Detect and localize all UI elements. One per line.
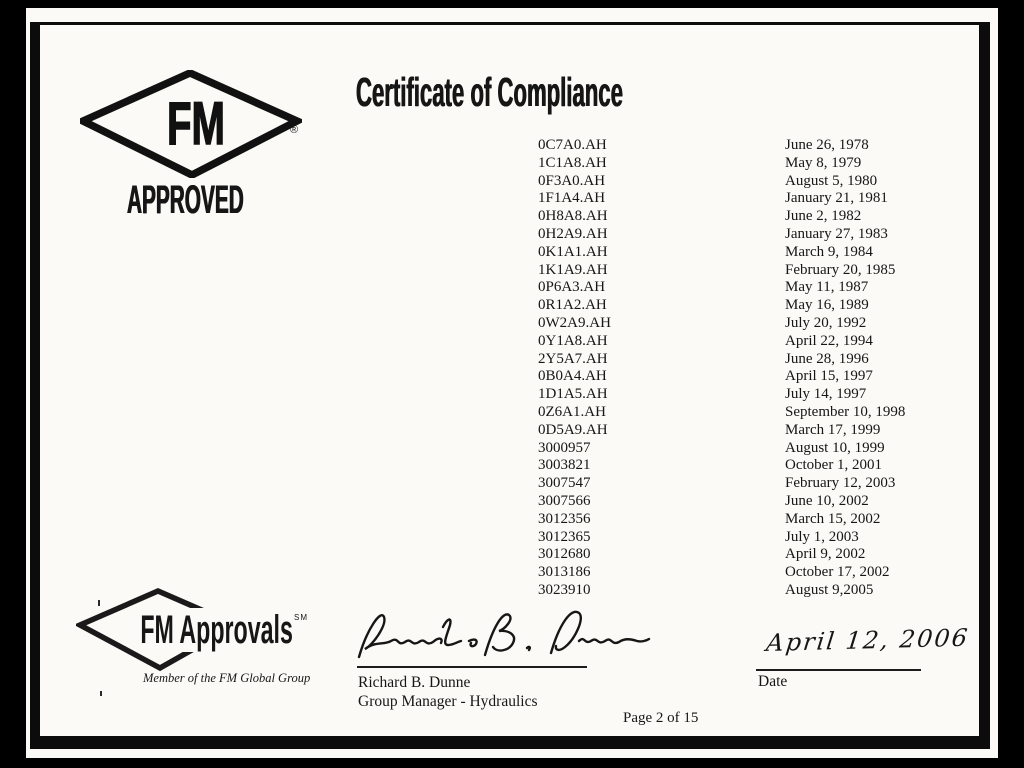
approval-date: February 12, 2003 xyxy=(785,475,896,492)
list-item xyxy=(538,315,905,333)
fm-global-tagline: Member of the FM Global Group xyxy=(143,671,311,685)
list-item xyxy=(538,137,905,155)
approval-date: March 17, 1999 xyxy=(785,421,881,438)
list-item xyxy=(538,582,905,600)
approval-date: August 5, 1980 xyxy=(785,172,878,189)
list-item xyxy=(538,529,905,547)
project-id: 0Y1A8.AH xyxy=(538,332,608,349)
list-item xyxy=(538,226,905,244)
list-item xyxy=(538,279,905,297)
approval-date: August 10, 1999 xyxy=(785,439,885,456)
list-item xyxy=(538,546,905,564)
project-id: 3003821 xyxy=(538,457,591,474)
approval-date: May 8, 1979 xyxy=(785,154,862,171)
approval-date: May 16, 1989 xyxy=(785,297,869,314)
list-item xyxy=(538,155,905,173)
approval-date: October 1, 2001 xyxy=(785,457,883,474)
date-label: Date xyxy=(758,673,788,690)
list-item xyxy=(538,262,905,280)
list-item xyxy=(538,457,905,475)
list-item xyxy=(538,333,905,351)
project-id: 0F3A0.AH xyxy=(538,172,606,189)
project-id: 0H2A9.AH xyxy=(538,225,608,242)
approved-caption: APPROVED xyxy=(127,178,244,222)
list-item xyxy=(538,190,905,208)
approval-date: June 26, 1978 xyxy=(785,137,869,153)
project-id: 0C7A0.AH xyxy=(538,137,607,153)
signature-stroke xyxy=(359,612,649,657)
list-item xyxy=(538,422,905,440)
fm-approvals-wordmark: FM Approvals xyxy=(138,608,295,652)
page-title: Certificate of Compliance xyxy=(356,69,623,115)
list-item xyxy=(538,564,905,582)
project-id: 1K1A9.AH xyxy=(538,261,608,278)
list-item xyxy=(538,475,905,493)
project-id: 0B0A4.AH xyxy=(538,368,607,385)
list-item xyxy=(538,208,905,226)
scan-mark xyxy=(100,691,102,696)
handwritten-date: April 12, 2006 xyxy=(764,623,971,657)
approval-date: February 20, 1985 xyxy=(785,261,896,278)
scan-mark xyxy=(98,600,100,606)
list-item xyxy=(538,511,905,529)
list-item xyxy=(538,297,905,315)
list-item xyxy=(538,440,905,458)
registered-trademark-symbol: ® xyxy=(290,124,299,136)
list-item xyxy=(538,404,905,422)
project-id: 0H8A8.AH xyxy=(538,208,608,225)
fm-diamond-logo xyxy=(80,70,302,178)
list-item xyxy=(538,493,905,511)
project-id: 0Z6A1.AH xyxy=(538,403,606,420)
project-id: 3007566 xyxy=(538,492,591,509)
approval-date: September 10, 1998 xyxy=(785,403,906,420)
approval-date: April 22, 1994 xyxy=(785,332,873,349)
approval-date: April 9, 2002 xyxy=(785,546,866,563)
handwritten-signature xyxy=(351,605,653,667)
project-id: 3023910 xyxy=(538,581,591,598)
signatory-title: Group Manager - Hydraulics xyxy=(358,693,538,710)
approval-date: March 9, 1984 xyxy=(785,243,873,260)
project-id: 3012365 xyxy=(538,528,591,545)
certificate-page xyxy=(26,8,998,758)
approval-date: March 15, 2002 xyxy=(785,510,881,527)
list-item xyxy=(538,368,905,386)
signatory-name: Richard B. Dunne xyxy=(358,674,471,691)
project-id: 3000957 xyxy=(538,439,591,456)
compliance-list xyxy=(538,137,905,600)
list-item xyxy=(538,244,905,262)
approval-date: June 10, 2002 xyxy=(785,492,869,509)
project-id: 1F1A4.AH xyxy=(538,190,606,207)
project-id: 3013186 xyxy=(538,564,591,581)
project-id: 0P6A3.AH xyxy=(538,279,606,296)
approval-date: May 11, 1987 xyxy=(785,279,869,296)
project-id: 0K1A1.AH xyxy=(538,243,608,260)
project-id: 3012356 xyxy=(538,510,591,527)
signature-underline xyxy=(357,666,587,668)
project-id: 0D5A9.AH xyxy=(538,421,608,438)
project-id: 1C1A8.AH xyxy=(538,154,607,171)
service-mark-symbol: SM xyxy=(294,613,308,622)
approval-date: January 21, 1981 xyxy=(785,190,888,207)
approval-date: April 15, 1997 xyxy=(785,368,873,385)
project-id: 0W2A9.AH xyxy=(538,314,611,331)
approval-date: July 14, 1997 xyxy=(785,386,867,403)
project-id: 1D1A5.AH xyxy=(538,386,608,403)
approval-date: June 2, 1982 xyxy=(785,208,862,225)
project-id: 0R1A2.AH xyxy=(538,297,607,314)
list-item xyxy=(538,173,905,191)
project-id: 3007547 xyxy=(538,475,591,492)
approval-date: October 17, 2002 xyxy=(785,564,890,581)
list-item xyxy=(538,386,905,404)
approval-date: August 9,2005 xyxy=(785,581,874,598)
project-id: 3012680 xyxy=(538,546,591,563)
approval-date: July 1, 2003 xyxy=(785,528,859,545)
list-item xyxy=(538,351,905,369)
approval-date: June 28, 1996 xyxy=(785,350,869,367)
approval-date: July 20, 1992 xyxy=(785,314,867,331)
project-id: 2Y5A7.AH xyxy=(538,350,608,367)
date-underline xyxy=(756,669,921,671)
page-number: Page 2 of 15 xyxy=(623,710,699,726)
fm-monogram: FM xyxy=(167,90,225,157)
approval-date: January 27, 1983 xyxy=(785,225,888,242)
